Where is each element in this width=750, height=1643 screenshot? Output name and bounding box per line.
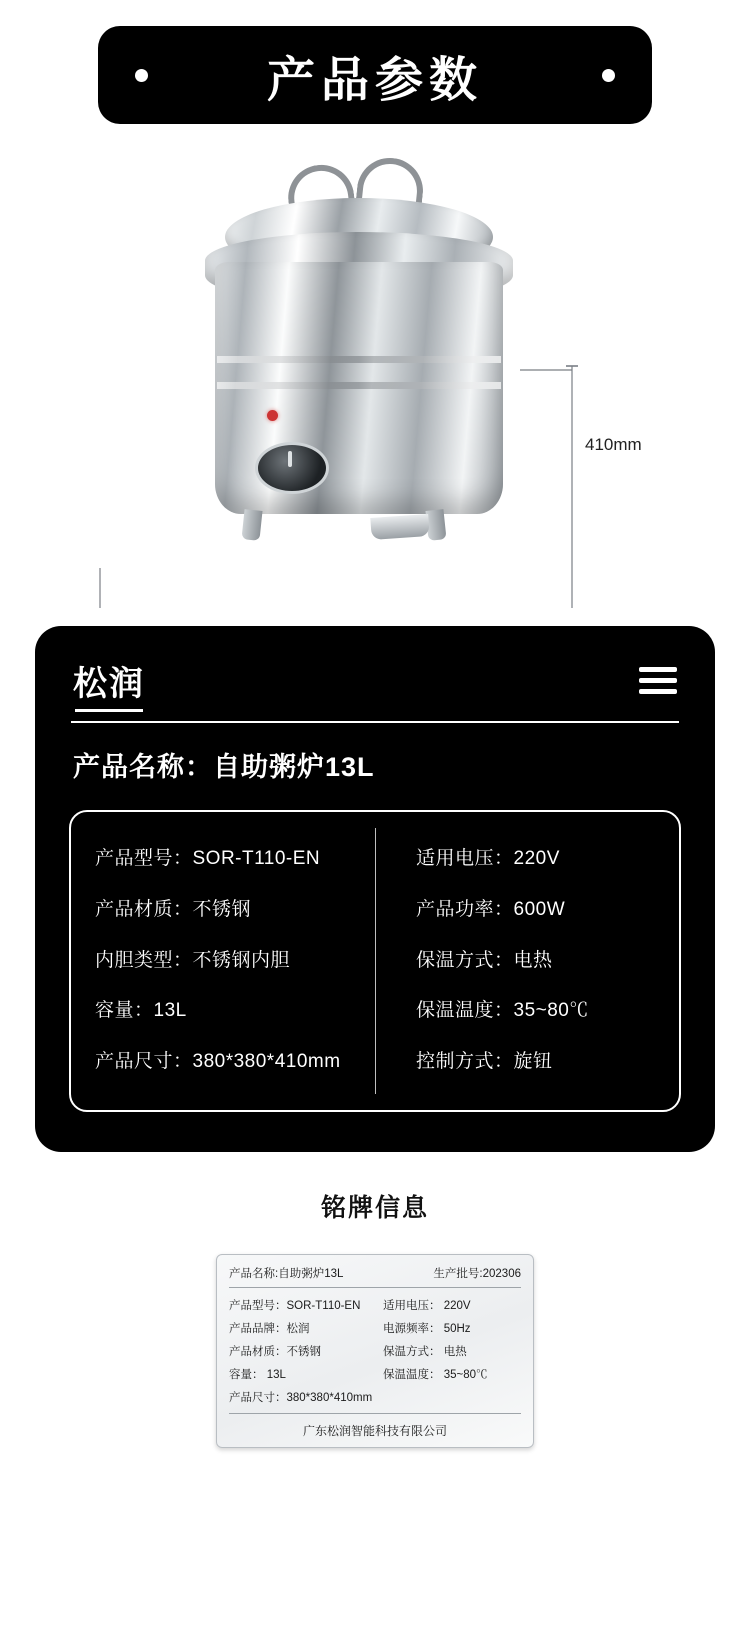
pot-leg-left: [241, 509, 262, 541]
dimension-height-label: 410mm: [585, 435, 642, 454]
nameplate-company: 广东松润智能科技有限公司: [229, 1413, 521, 1439]
product-image: [175, 150, 535, 550]
brand-logo: 松润: [73, 656, 145, 705]
product-photo-section: [0, 138, 750, 608]
nameplate-line: 产品型号：SOR-T110-EN: [229, 1300, 361, 1313]
banner-section: [0, 0, 750, 124]
nameplate-line: 电源频率： 50Hz: [383, 1323, 471, 1336]
nameplate-batch-number: 生产批号:202306: [433, 1267, 521, 1280]
nameplate-section: [0, 1254, 750, 1508]
hamburger-icon[interactable]: [639, 667, 677, 694]
spec-table: [69, 810, 681, 1112]
spec-column-left: [95, 834, 382, 1088]
pot-band-lower: [217, 382, 501, 389]
banner-dot-left-icon: [135, 69, 148, 82]
brand-divider: [71, 721, 679, 723]
spec-item: 产品功率：600W: [416, 898, 566, 920]
nameplate: [216, 1254, 534, 1448]
nameplate-header-row: [229, 1265, 521, 1288]
nameplate-product-name: 产品名称:自助粥炉13L: [229, 1267, 344, 1280]
spec-item: 内胆类型：不锈钢内胆: [95, 949, 291, 971]
pot-spout: [370, 514, 429, 540]
spec-column-right: [382, 834, 669, 1088]
nameplate-line: 保温方式： 电热: [383, 1346, 467, 1359]
spec-item: 产品型号：SOR-T110-EN: [95, 848, 321, 869]
spec-item: 容量：13L: [95, 1000, 187, 1022]
nameplate-line: 产品品牌：松润: [229, 1323, 310, 1336]
nameplate-line: 适用电压： 220V: [383, 1300, 471, 1313]
spec-item: 控制方式：旋钮: [416, 1051, 553, 1073]
nameplate-line: 容量： 13L: [229, 1369, 286, 1382]
title-banner: [98, 26, 652, 124]
page-title: 产品参数: [266, 53, 483, 107]
product-name-label: 产品名称：: [73, 752, 213, 782]
control-knob: [255, 442, 329, 494]
nameplate-section-title: 铭牌信息: [320, 1193, 429, 1222]
pot-band-upper: [217, 356, 501, 363]
product-name-row: [69, 745, 681, 784]
nameplate-line: 保温温度： 35~80℃: [383, 1369, 488, 1382]
nameplate-line: 产品尺寸：380*380*410mm: [229, 1392, 373, 1405]
product-name-value: 自助粥炉13L: [213, 752, 375, 782]
indicator-light-icon: [267, 410, 278, 421]
nameplate-column-right: [375, 1294, 521, 1409]
nameplate-line: 产品材质：不锈钢: [229, 1346, 321, 1359]
spec-item: 适用电压：220V: [416, 848, 560, 869]
spec-item: 保温方式：电热: [416, 949, 553, 971]
banner-dot-right-icon: [602, 69, 615, 82]
brand-row: [69, 656, 681, 705]
spec-item: 产品材质：不锈钢: [95, 898, 252, 920]
nameplate-grid: [229, 1288, 521, 1409]
nameplate-column-left: [229, 1294, 375, 1409]
spec-item: 产品尺寸：380*380*410mm: [95, 1051, 341, 1073]
specification-card: [35, 626, 715, 1152]
spec-item: 保温温度：35~80℃: [416, 1000, 589, 1022]
